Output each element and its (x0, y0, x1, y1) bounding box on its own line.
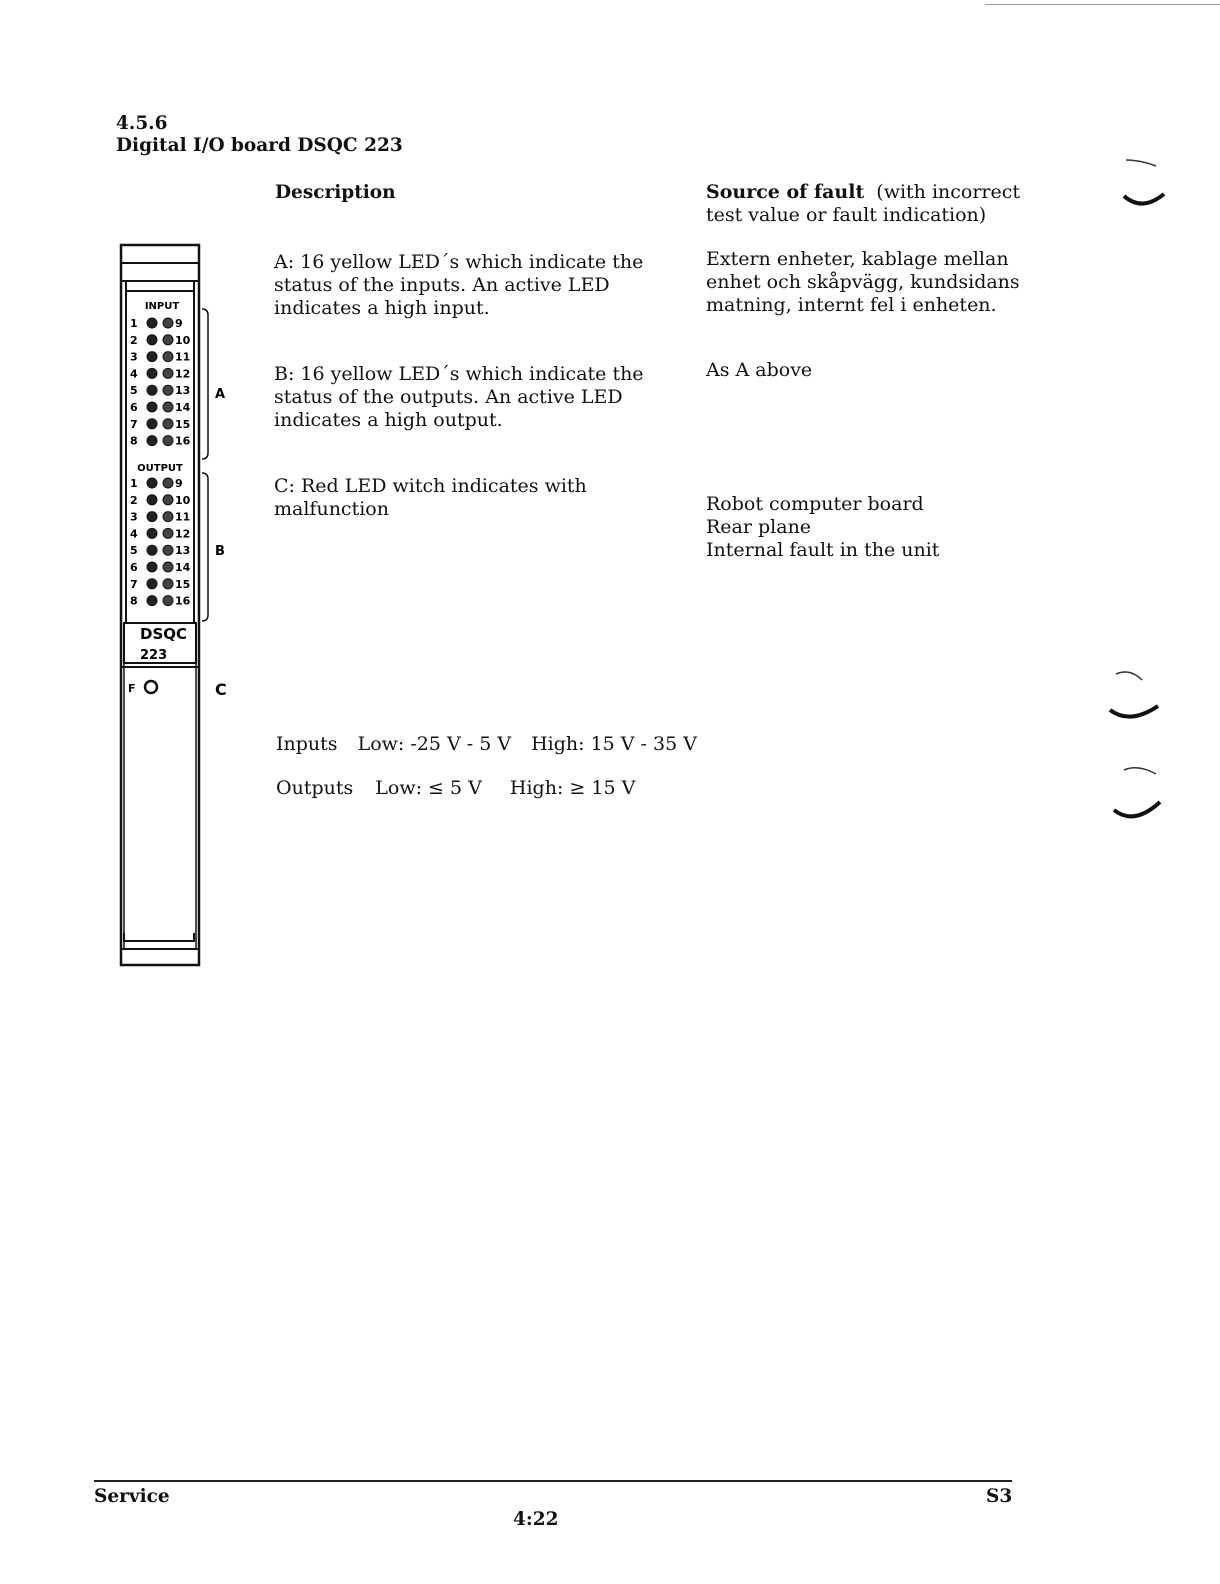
section-number: 4.5.6 (116, 113, 168, 134)
bracket-b (202, 473, 208, 621)
input-led-number-left: 6 (130, 401, 138, 414)
output-led-number-left: 2 (130, 493, 138, 507)
row-c-desc-line: C: Red LED witch indicates with (274, 475, 587, 497)
output-led (163, 512, 173, 522)
board-name-line1: DSQC (140, 625, 188, 643)
output-led-number-left: 1 (130, 477, 138, 490)
output-led (147, 478, 157, 488)
output-led (147, 579, 157, 589)
row-a-desc-line: indicates a high input. (274, 297, 490, 319)
input-led (147, 402, 157, 412)
output-led-number-left: 5 (130, 544, 138, 558)
output-led-number-right: 15 (175, 577, 191, 591)
input-led-number-left: 5 (130, 384, 138, 398)
output-led-number-right: 16 (175, 594, 191, 608)
description-heading: Description (275, 182, 396, 203)
bracket-c-label: C (215, 680, 227, 699)
source-heading-bold: Source of fault (706, 181, 865, 203)
input-led (163, 419, 173, 429)
output-led (163, 545, 173, 555)
board-name-line2: 223 (140, 648, 168, 663)
input-led (147, 352, 157, 362)
output-led-number-right: 14 (175, 561, 191, 574)
input-led-number-right: 16 (175, 434, 191, 448)
bracket-a-label: A (215, 387, 226, 402)
input-led (147, 318, 157, 328)
row-a-desc-line: status of the inputs. An active LED (274, 274, 610, 296)
footer-page-number: 4:22 (513, 1509, 559, 1530)
output-led (163, 478, 173, 488)
input-label: INPUT (144, 301, 180, 312)
binder-marks (1100, 150, 1170, 1430)
output-led (163, 495, 173, 505)
input-led-number-right: 15 (175, 417, 191, 431)
bracket-b-label: B (215, 544, 225, 559)
output-led (147, 528, 157, 538)
input-led-number-left: 1 (130, 317, 138, 330)
input-led (163, 385, 173, 395)
output-led (163, 596, 173, 606)
row-c-src-line: Internal fault in the unit (706, 539, 940, 561)
output-led-number-left: 6 (130, 561, 138, 574)
input-led-number-right: 10 (175, 333, 191, 347)
output-led-number-left: 7 (130, 577, 138, 591)
input-led-number-right: 12 (175, 367, 191, 381)
outputs-high: High: ≥ 15 V (509, 777, 636, 799)
inputs-high: High: 15 V - 35 V (531, 733, 697, 755)
row-c-source (706, 493, 939, 562)
row-c-src-line: Robot computer board (706, 493, 924, 515)
output-led-number-left: 4 (130, 527, 138, 541)
input-led-number-right: 14 (175, 401, 191, 414)
input-led (147, 436, 157, 446)
row-b-desc-line: B: 16 yellow LED´s which indicate the (274, 363, 644, 385)
row-b-desc-line: indicates a high output. (274, 409, 503, 431)
output-led (147, 562, 157, 572)
inputs-label: Inputs (276, 733, 338, 755)
output-led-number-right: 9 (175, 477, 183, 490)
row-a-src-line: Extern enheter, kablage mellan (706, 248, 1009, 270)
row-b-source (706, 359, 812, 382)
input-led-number-right: 13 (175, 384, 191, 398)
input-led-number-left: 8 (130, 434, 138, 448)
fault-led (145, 681, 157, 693)
input-led-number-left: 2 (130, 333, 138, 347)
output-led-number-left: 8 (130, 594, 138, 608)
board-front-panel (118, 243, 248, 973)
input-led-number-right: 11 (175, 350, 191, 364)
input-led (163, 352, 173, 362)
inputs-low: Low: -25 V - 5 V (357, 733, 512, 755)
output-led-number-right: 11 (175, 510, 191, 524)
row-b-description (274, 363, 644, 432)
output-led-number-right: 12 (175, 527, 191, 541)
input-led-number-right: 9 (175, 317, 183, 330)
output-led-number-right: 10 (175, 493, 191, 507)
row-c-description (274, 475, 587, 521)
input-led (147, 335, 157, 345)
output-led (147, 512, 157, 522)
output-led (147, 545, 157, 555)
top-rule (985, 4, 1220, 5)
output-led-number-right: 13 (175, 544, 191, 558)
input-led (147, 368, 157, 378)
footer-rule (94, 1480, 1012, 1482)
input-led (163, 402, 173, 412)
input-led-group (130, 317, 191, 448)
source-heading-note: (with incorrect (876, 181, 1021, 203)
input-led (163, 436, 173, 446)
input-led (163, 368, 173, 378)
input-led (163, 318, 173, 328)
output-led (147, 495, 157, 505)
footer-left: Service (94, 1486, 170, 1507)
section-title: Digital I/O board DSQC 223 (116, 135, 403, 156)
row-b-src-line: As A above (706, 359, 813, 381)
input-led-number-left: 3 (130, 350, 138, 364)
output-led (163, 579, 173, 589)
input-led (147, 419, 157, 429)
row-c-src-line: Rear plane (706, 516, 812, 538)
row-a-desc-line: A: 16 yellow LED´s which indicate the (274, 251, 644, 273)
inputs-levels (276, 733, 697, 756)
input-led-number-left: 7 (130, 417, 138, 431)
output-led (163, 528, 173, 538)
bracket-a (202, 309, 208, 459)
outputs-label: Outputs (276, 777, 354, 799)
input-led (163, 335, 173, 345)
source-heading-note-line2: test value or fault indication) (706, 204, 987, 226)
input-led (147, 385, 157, 395)
row-a-description (274, 251, 643, 320)
footer-right: S3 (986, 1486, 1013, 1507)
row-a-source (706, 248, 1020, 317)
outputs-low: Low: ≤ 5 V (375, 777, 482, 799)
output-label: OUTPUT (137, 463, 183, 474)
output-led-group (130, 477, 191, 608)
input-led-number-left: 4 (130, 367, 138, 381)
row-a-src-line: enhet och skåpvägg, kundsidans (706, 271, 1020, 293)
fault-label: F (128, 682, 136, 695)
outputs-levels (276, 777, 635, 800)
output-led (163, 562, 173, 572)
output-led (147, 596, 157, 606)
output-led-number-left: 3 (130, 510, 138, 524)
row-b-desc-line: status of the outputs. An active LED (274, 386, 623, 408)
row-c-desc-line: malfunction (274, 498, 389, 520)
source-heading (706, 181, 1020, 204)
row-a-src-line: matning, internt fel i enheten. (706, 294, 997, 316)
